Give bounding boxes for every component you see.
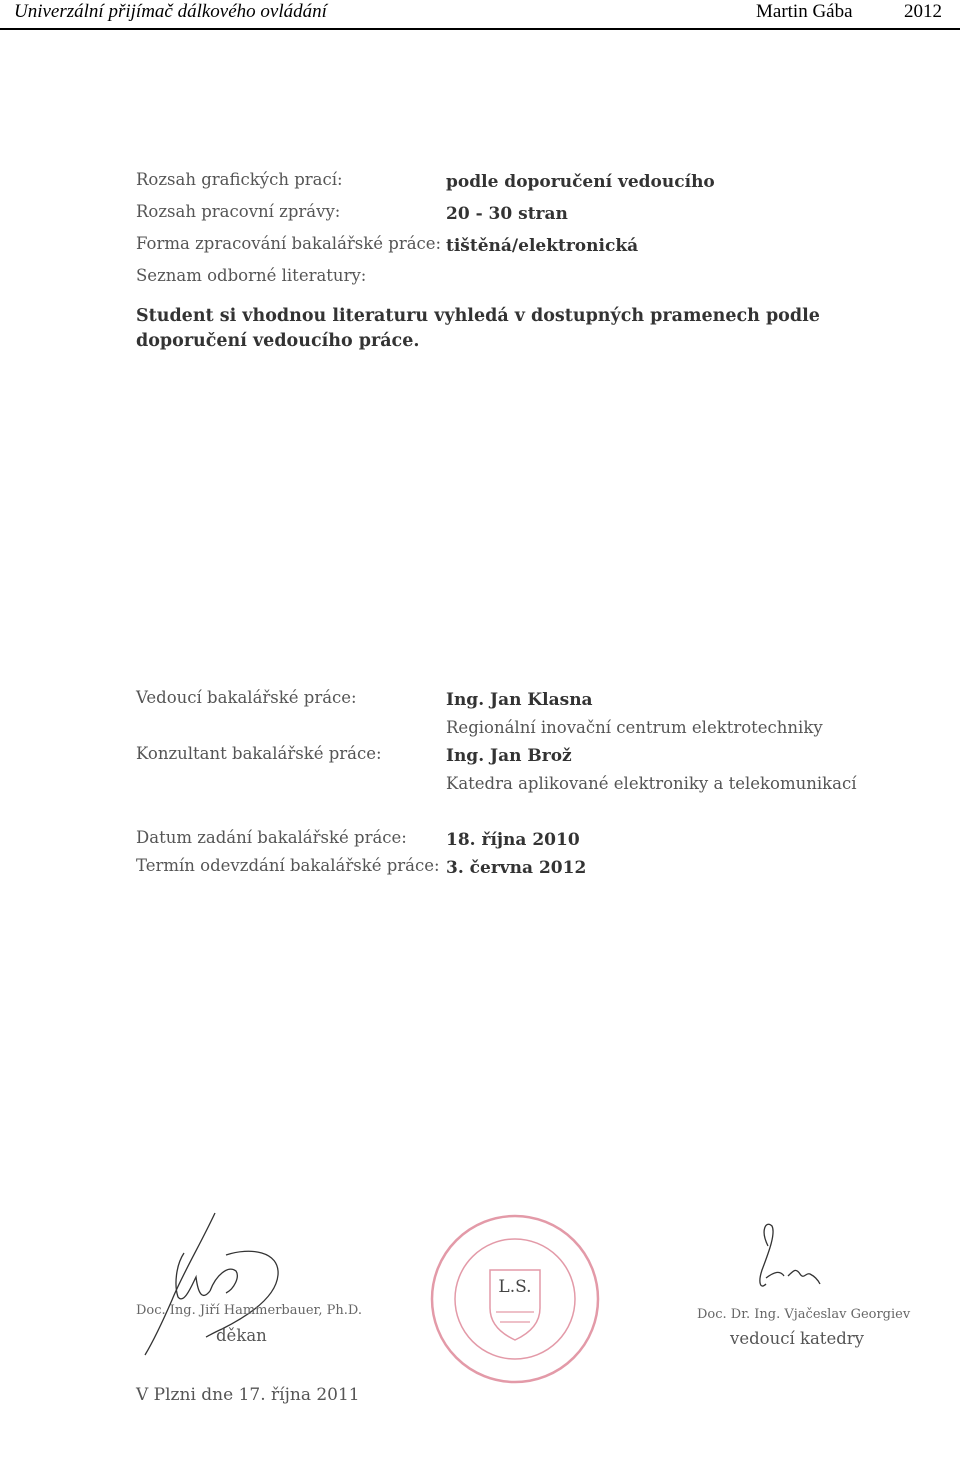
literature-text: Student si vhodnou literaturu vyhledá v dostupných pramenech podle doporučení vedoucího práce. — [136, 306, 820, 351]
page-header — [0, 0, 960, 30]
assignment-date-label: Datum zadání bakalářské práce: — [136, 828, 407, 847]
dean-name: Doc. Ing. Jiří Hammerbauer, Ph.D. — [136, 1303, 362, 1318]
consultant-name: Ing. Jan Brož — [446, 746, 572, 766]
dean-role: děkan — [216, 1326, 267, 1345]
assignment-date-value: 18. října 2010 — [446, 830, 580, 850]
author-name: Martin Gába — [756, 1, 853, 22]
document-title: Univerzální přijímač dálkového ovládání — [14, 1, 327, 22]
document-year: 2012 — [904, 1, 942, 22]
report-scope-value: 20 - 30 stran — [446, 204, 568, 224]
graphics-scope-label: Rozsah grafických prací: — [136, 170, 343, 189]
thesis-form-label: Forma zpracování bakalářské práce: — [136, 234, 442, 253]
supervisor-name: Ing. Jan Klasna — [446, 690, 593, 710]
supervisor-organization: Regionální inovační centrum elektrotechniky — [446, 718, 823, 737]
stamp-ls-text: L.S. — [498, 1277, 532, 1297]
thesis-form-value: tištěná/elektronická — [446, 236, 639, 256]
graphics-scope-value: podle doporučení vedoucího — [446, 172, 715, 192]
university-stamp — [428, 1212, 603, 1387]
consultant-label: Konzultant bakalářské práce: — [136, 744, 382, 763]
department-head-signature — [740, 1218, 830, 1298]
consultant-organization: Katedra aplikované elektroniky a telekomunikací — [446, 774, 857, 793]
deadline-label: Termín odevzdání bakalářské práce: — [136, 856, 440, 875]
department-head-role: vedoucí katedry — [730, 1329, 864, 1348]
literature-label: Seznam odborné literatury: — [136, 266, 367, 285]
department-head-name: Doc. Dr. Ing. Vjačeslav Georgiev — [697, 1307, 911, 1322]
deadline-value: 3. června 2012 — [446, 858, 587, 878]
report-scope-label: Rozsah pracovní zprávy: — [136, 202, 341, 221]
supervisor-label: Vedoucí bakalářské práce: — [136, 688, 357, 707]
place-and-date: V Plzni dne 17. října 2011 — [136, 1385, 360, 1405]
